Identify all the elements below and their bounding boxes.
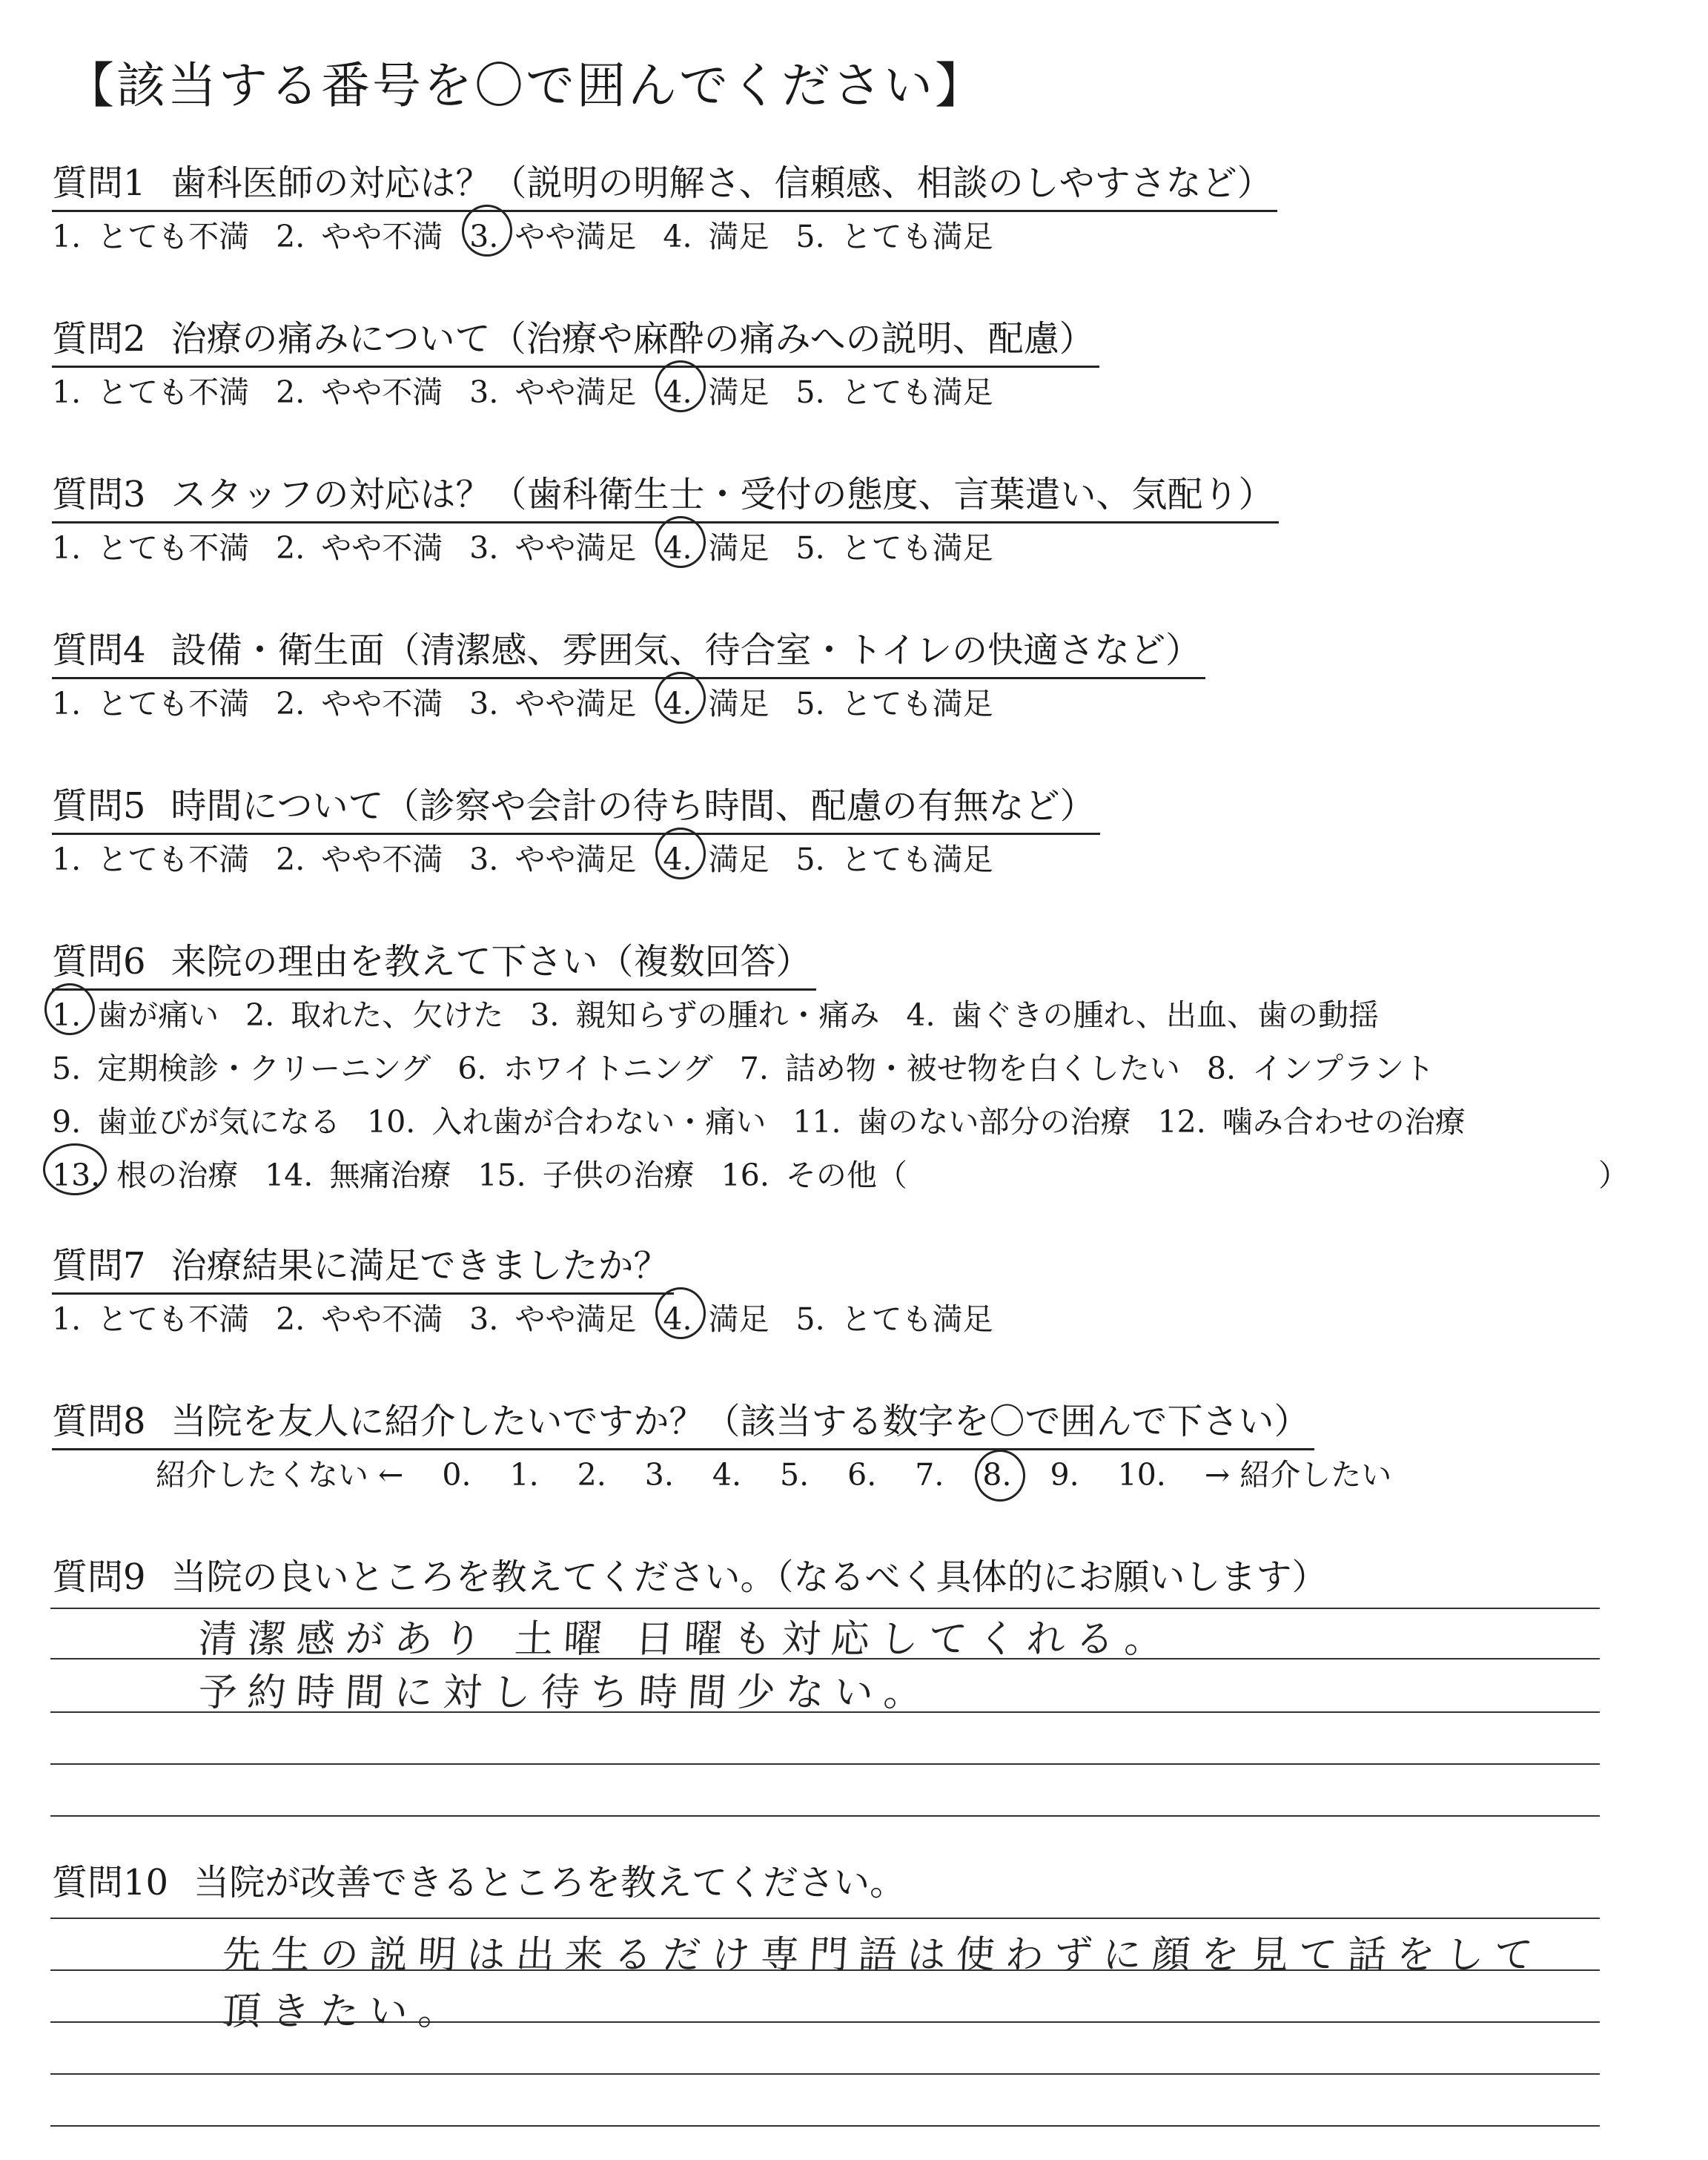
scale-value-3[interactable]: 3.: [644, 1457, 674, 1493]
q4-option-4[interactable]: [663, 679, 769, 723]
option-label: 歯ぐきの腫れ、出血、歯の動揺: [951, 997, 1379, 1033]
question-9-number: 質問9: [52, 1556, 146, 1598]
option-number: 2.: [276, 530, 305, 566]
option-label: やや満足: [514, 219, 637, 254]
question-1-text: 歯科医師の対応は？（説明の明解さ、信頼感、相談のしやすさなど）: [171, 162, 1273, 204]
scale-value-6[interactable]: 6.: [847, 1457, 877, 1493]
option-number: 2.: [276, 1301, 305, 1337]
option-number: 1.: [52, 1301, 82, 1337]
scale-value-8[interactable]: 8.: [982, 1457, 1011, 1493]
question-5-title: [52, 777, 1100, 835]
option-number: 4.: [906, 997, 936, 1033]
option-label: とても満足: [841, 530, 993, 566]
option-number: 2.: [276, 374, 305, 410]
option-number: 3.: [530, 997, 560, 1033]
option-number: 6.: [457, 1051, 487, 1086]
option-label: とても不満: [97, 530, 250, 566]
q1-option-5[interactable]: [796, 212, 993, 256]
answer-line: [50, 1918, 1600, 1919]
option-label: やや不満: [321, 842, 443, 877]
option-number: 9.: [52, 1104, 82, 1140]
q6-row2-option-1[interactable]: [52, 1044, 431, 1088]
question-3-text: スタッフの対応は？（歯科衛生士・受付の態度、言葉遣い、気配り）: [171, 474, 1274, 515]
q6-row1-option-3[interactable]: [530, 991, 879, 1034]
question-2-title: [52, 310, 1099, 368]
question-2-text: 治療の痛みについて（治療や麻酔の痛みへの説明、配慮）: [171, 318, 1095, 360]
form-heading: 【該当する番号を〇で囲んでください】: [65, 57, 986, 114]
q5-option-4[interactable]: [663, 835, 769, 879]
question-5-options: [52, 835, 1020, 876]
question-6-row-3: [52, 1097, 1492, 1139]
q6-row2-option-3[interactable]: [740, 1044, 1180, 1088]
option-number: 12.: [1157, 1104, 1206, 1140]
question-2-number: 質問2: [52, 318, 146, 360]
scale-right-label: → 紹介したい: [1204, 1457, 1392, 1493]
scale-values: [442, 1457, 1204, 1493]
scale-value-7[interactable]: 7.: [915, 1457, 944, 1493]
selection-circle: [975, 1450, 1025, 1502]
option-label: 根の治療: [116, 1157, 239, 1193]
question-4-text: 設備・衛生面（清潔感、雰囲気、待合室・トイレの快適さなど）: [171, 630, 1202, 671]
q6-row3-option-3[interactable]: [792, 1097, 1131, 1141]
option-label: インプラント: [1252, 1051, 1434, 1086]
answer-line: [50, 2073, 1600, 2075]
q6-row1-option-1[interactable]: [52, 991, 219, 1034]
option-number: 3.: [469, 686, 499, 721]
referral-scale: [156, 1450, 1430, 1494]
q6-row3-option-1[interactable]: [52, 1097, 340, 1141]
scale-value-4[interactable]: 4.: [712, 1457, 742, 1493]
option-number: 16.: [721, 1157, 769, 1193]
option-label: やや不満: [321, 686, 443, 721]
option-number: 3.: [469, 530, 499, 566]
option-number: 13.: [52, 1157, 101, 1193]
option-label: やや満足: [514, 1301, 637, 1337]
option-label: 取れた、欠けた: [291, 997, 504, 1033]
option-label: とても満足: [841, 374, 993, 410]
option-label: やや不満: [321, 1301, 443, 1337]
option-label: やや満足: [514, 686, 637, 721]
q5-option-3[interactable]: [469, 835, 636, 879]
option-number: 1.: [52, 997, 82, 1033]
option-number: 1.: [52, 219, 82, 254]
option-number: 10.: [367, 1104, 416, 1140]
option-number: 2.: [276, 842, 305, 877]
q1-option-2[interactable]: [276, 212, 443, 256]
option-number: 1.: [52, 842, 82, 877]
q7-option-3[interactable]: [469, 1295, 636, 1338]
option-number: 5.: [795, 842, 825, 877]
question-5-text: 時間について（診察や会計の待ち時間、配慮の有無など）: [171, 785, 1096, 827]
option-number: 3.: [469, 842, 499, 877]
question-4-options: [52, 679, 1020, 721]
option-number: 1.: [52, 374, 82, 410]
option-label: 満足: [708, 219, 769, 254]
option-number: 3.: [469, 374, 499, 410]
answer-line: [50, 2125, 1600, 2127]
scale-value-0[interactable]: 0.: [442, 1457, 471, 1493]
option-label: 無痛治療: [329, 1157, 451, 1193]
option-number: 11.: [792, 1104, 841, 1140]
q6-row4-option-2[interactable]: [265, 1151, 451, 1195]
option-number: 5.: [795, 374, 825, 410]
option-number: 1.: [52, 530, 82, 566]
scale-value-1[interactable]: 1.: [509, 1457, 539, 1493]
question-2-options: [52, 368, 1020, 409]
option-label: 定期検診・クリーニング: [97, 1051, 431, 1086]
option-label: 詰め物・被せ物を白くしたい: [784, 1051, 1180, 1086]
option-label: とても満足: [841, 1301, 993, 1337]
q2-option-3[interactable]: [469, 368, 636, 412]
q2-option-5[interactable]: [796, 368, 993, 412]
question-4-number: 質問4: [52, 630, 146, 671]
q1-option-4[interactable]: [663, 212, 769, 256]
question-7-number: 質問7: [52, 1245, 146, 1287]
question-1-number: 質問1: [52, 162, 146, 204]
question-8-number: 質問8: [52, 1401, 146, 1442]
question-6-text: 来院の理由を教えて下さい（複数回答）: [171, 941, 812, 982]
q4-option-1[interactable]: [52, 679, 249, 723]
option-number: 4.: [663, 1301, 692, 1337]
question-6-row-1: [52, 991, 1406, 1032]
option-number: 2.: [276, 219, 305, 254]
option-number: 4.: [663, 842, 692, 877]
option-label: とても不満: [97, 686, 250, 721]
option-label: 歯が痛い: [97, 997, 219, 1033]
question-7-text: 治療結果に満足できましたか？: [171, 1245, 669, 1287]
q6-row2-option-2[interactable]: [457, 1044, 712, 1088]
q6-row3-option-4[interactable]: [1158, 1097, 1466, 1141]
option-number: 14.: [265, 1157, 314, 1193]
q7-option-5[interactable]: [796, 1295, 993, 1338]
scale-value-9[interactable]: 9.: [1050, 1457, 1079, 1493]
scale-value-2[interactable]: 2.: [577, 1457, 606, 1493]
question-9-title: [52, 1548, 1332, 1604]
option-number: 8.: [1206, 1051, 1236, 1086]
option-label: とても不満: [97, 1301, 250, 1337]
option-number: 15.: [477, 1157, 526, 1193]
option-number: 7.: [739, 1051, 769, 1086]
q7-option-1[interactable]: [52, 1295, 249, 1338]
question-8-title: [52, 1393, 1314, 1450]
q4-option-2[interactable]: [276, 679, 443, 723]
question-9-text: 当院の良いところを教えてください。（なるべく具体的にお願いします）: [171, 1556, 1328, 1598]
q3-option-4[interactable]: [663, 524, 769, 567]
option-label: 満足: [708, 686, 769, 721]
question-6-title: [52, 933, 816, 991]
option-number: 5.: [795, 530, 825, 566]
q6-row4-option-1[interactable]: [52, 1151, 238, 1195]
q1-option-3[interactable]: [469, 212, 636, 256]
option-label: 満足: [708, 374, 769, 410]
question-9-answer-line-1: 清潔感があり 土曜 日曜も対応してくれる。: [197, 1617, 1175, 1662]
q3-option-5[interactable]: [796, 524, 993, 567]
option-label: その他（: [785, 1157, 907, 1193]
q5-option-1[interactable]: [52, 835, 249, 879]
option-label: 歯並びが気になる: [97, 1104, 341, 1140]
option-label: やや満足: [514, 530, 637, 566]
scale-value-5[interactable]: 5.: [780, 1457, 810, 1493]
option-number: 5.: [52, 1051, 82, 1086]
q1-option-1[interactable]: [52, 212, 249, 256]
option-number: 1.: [52, 686, 82, 721]
q2-option-2[interactable]: [276, 368, 443, 412]
question-1-options: [52, 212, 1020, 254]
option-label: 歯のない部分の治療: [857, 1104, 1131, 1140]
q4-option-3[interactable]: [469, 679, 636, 723]
option-label: 入れ歯が合わない・痛い: [431, 1104, 767, 1140]
q3-option-3[interactable]: [469, 524, 636, 567]
option-label: やや満足: [514, 374, 637, 410]
question-3-options: [52, 524, 1020, 565]
option-number: 5.: [795, 219, 825, 254]
q4-option-5[interactable]: [796, 679, 993, 723]
option-label: とても満足: [841, 219, 993, 254]
option-label: やや不満: [321, 530, 443, 566]
option-label: とても満足: [841, 686, 993, 721]
option-label: 満足: [708, 1301, 769, 1337]
option-number: 2.: [245, 997, 275, 1033]
option-label: やや満足: [514, 842, 637, 877]
scale-value-10[interactable]: 10.: [1117, 1457, 1166, 1493]
q7-option-4[interactable]: [663, 1295, 769, 1338]
option-number: 5.: [795, 686, 825, 721]
option-label: とても不満: [97, 842, 250, 877]
scale-left-label: 紹介したくない ←: [156, 1457, 404, 1493]
question-10-number: 質問10: [52, 1862, 169, 1903]
question-6-number: 質問6: [52, 941, 146, 982]
option-label: とても不満: [97, 219, 250, 254]
question-4-title: [52, 621, 1205, 679]
q3-option-1[interactable]: [52, 524, 249, 567]
question-1-title: [52, 154, 1277, 212]
q6-row1-option-2[interactable]: [245, 991, 503, 1034]
option-label: とても不満: [97, 374, 250, 410]
question-10-text: 当院が改善できるところを教えてください。: [193, 1862, 906, 1903]
question-3-number: 質問3: [52, 474, 146, 515]
question-6-row-2: [52, 1044, 1461, 1086]
option-label: 親知らずの腫れ・痛み: [575, 997, 880, 1033]
option-number: 3.: [469, 1301, 499, 1337]
question-6-row-4: [52, 1151, 934, 1192]
question-3-title: [52, 466, 1279, 524]
option-label: 満足: [708, 842, 769, 877]
q3-option-2[interactable]: [276, 524, 443, 567]
option-label: 子供の治療: [542, 1157, 695, 1193]
option-label: 満足: [708, 530, 769, 566]
answer-line: [50, 1763, 1600, 1765]
question-10-answer-line-1: 先生の説明は出来るだけ専門語は使わずに顔を見て話をして: [221, 1933, 1545, 1978]
other-close-paren: ）: [1598, 1157, 1629, 1193]
option-label: とても満足: [841, 842, 993, 877]
question-10-answer-line-2: 頂きたい。: [221, 1989, 469, 2034]
q5-option-5[interactable]: [796, 835, 993, 879]
option-label: やや不満: [321, 219, 443, 254]
q2-option-4[interactable]: [663, 368, 769, 412]
option-number: 3.: [469, 219, 499, 254]
q6-row1-option-4[interactable]: [906, 991, 1379, 1034]
q6-row2-option-4[interactable]: [1207, 1044, 1434, 1088]
q5-option-2[interactable]: [276, 835, 443, 879]
option-number: 4.: [663, 530, 692, 566]
option-number: 4.: [663, 686, 692, 721]
question-8-text: 当院を友人に紹介したいですか？（該当する数字を〇で囲んで下さい）: [171, 1401, 1310, 1442]
option-label: 噛み合わせの治療: [1222, 1104, 1466, 1140]
option-number: 4.: [663, 219, 692, 254]
answer-line: [50, 1815, 1600, 1817]
question-9-answer-line-2: 予約時間に対し待ち時間少ない。: [197, 1671, 934, 1715]
q7-option-2[interactable]: [276, 1295, 443, 1338]
option-number: 5.: [795, 1301, 825, 1337]
question-7-options: [52, 1295, 1020, 1336]
question-10-title: [52, 1854, 910, 1909]
q6-row3-option-2[interactable]: [367, 1097, 766, 1141]
option-number: 2.: [276, 686, 305, 721]
option-label: やや不満: [321, 374, 443, 410]
question-7-title: [52, 1237, 674, 1295]
option-number: 4.: [663, 374, 692, 410]
q6-row4-option-3[interactable]: [477, 1151, 694, 1195]
q2-option-1[interactable]: [52, 368, 249, 412]
q6-row4-option-4[interactable]: [721, 1151, 907, 1195]
question-5-number: 質問5: [52, 785, 146, 827]
option-label: ホワイトニング: [503, 1051, 713, 1086]
